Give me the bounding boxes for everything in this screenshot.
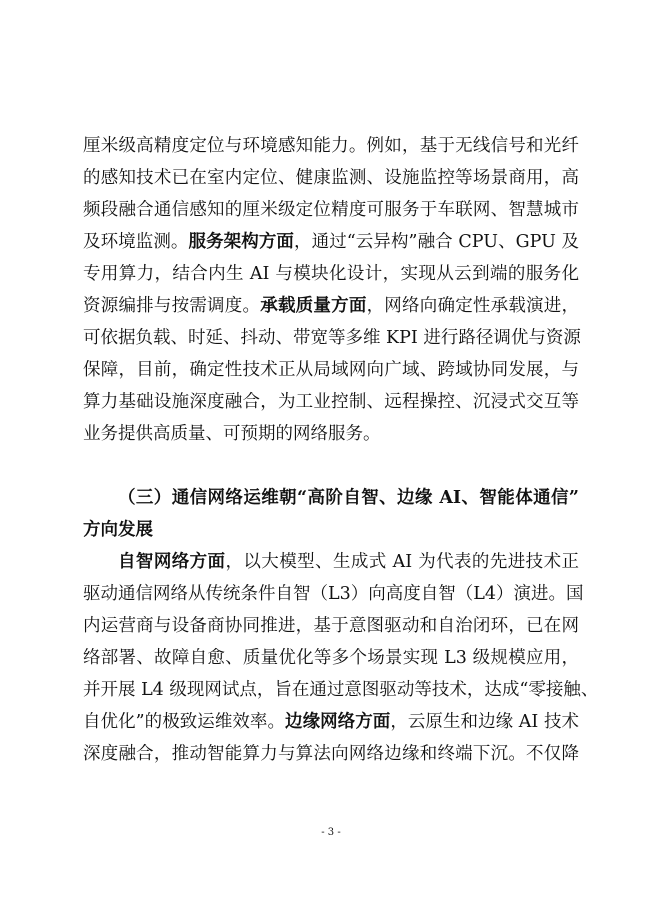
text-span: 可依据负载、时延、抖动、带宽等多维 KPI 进行路径调优与资源 — [83, 328, 581, 348]
text-span: 内运营商与设备商协同推进，基于意图驱动和自治闭环，已在网 — [83, 616, 579, 636]
paragraph-line — [83, 706, 579, 738]
text-span: 络部署、故障自愈、质量优化等多个场景实现 L3 级规模应用， — [83, 648, 579, 668]
paragraph-line — [83, 290, 579, 322]
bold-lead-term: 边缘网络方面 — [285, 712, 391, 732]
section-heading-continuation — [83, 514, 579, 546]
text-span: 及环境监测。 — [83, 232, 189, 252]
bold-lead-term: 承载质量方面 — [260, 296, 367, 316]
text-span: 保障，目前，确定性技术正从局域网向广域、跨域协同发展，与 — [83, 360, 579, 380]
paragraph-line — [83, 642, 579, 674]
page-number: - 3 - — [321, 827, 341, 838]
text-span: 频段融合通信感知的厘米级定位精度可服务于车联网、智慧城市 — [83, 200, 579, 220]
paragraph-line — [83, 354, 579, 386]
paragraph-line — [83, 578, 584, 610]
text-span: 驱动通信网络从传统条件自智（L3）向高度自智（L4）演进。国 — [83, 584, 584, 604]
paragraph-line — [83, 418, 579, 450]
text-span: 算力基础设施深度融合，为工业控制、远程操控、沉浸式交互等 — [83, 392, 579, 412]
paragraph-line — [83, 162, 579, 194]
paragraph-line — [83, 194, 579, 226]
paragraph-line — [83, 226, 579, 258]
text-span: 的感知技术已在室内定位、健康监测、设施监控等场景商用，高 — [83, 168, 579, 188]
text-span: 自优化”的极致运维效率。 — [83, 712, 286, 732]
text-span: ，网络向确定性承载演进， — [366, 296, 580, 316]
paragraph-line — [118, 546, 579, 578]
paragraph-line — [83, 738, 579, 770]
bold-lead-term: 自智网络方面 — [118, 552, 226, 572]
text-span: ，云原生和边缘 AI 技术 — [390, 712, 579, 732]
paragraph-line — [83, 610, 579, 642]
text-span: 业务提供高质量、可预期的网络服务。 — [83, 424, 381, 444]
text-span: ，以大模型、生成式 AI 为代表的先进技术正 — [225, 552, 579, 572]
text-span: 资源编排与按需调度。 — [83, 296, 261, 316]
heading-text: （三）通信网络运维朝“高阶自智、边缘 AI、智能体通信” — [118, 488, 579, 508]
paragraph-line — [83, 386, 579, 418]
text-span: ，通过“云异构”融合 CPU、GPU 及 — [294, 232, 580, 252]
text-span: 专用算力，结合内生 AI 与模块化设计，实现从云到端的服务化 — [83, 264, 579, 284]
paragraph-line — [83, 130, 579, 162]
text-span: 厘米级高精度定位与环境感知能力。例如，基于无线信号和光纤 — [83, 136, 579, 156]
bold-lead-term: 服务架构方面 — [188, 232, 295, 252]
heading-text: 方向发展 — [83, 520, 153, 540]
text-span: 并开展 L4 级现网试点，旨在通过意图驱动等技术，达成“零接触、 — [83, 680, 599, 700]
paragraph-line — [83, 674, 599, 706]
text-span: 深度融合，推动智能算力与算法向网络边缘和终端下沉。不仅降 — [83, 744, 579, 764]
paragraph-line — [83, 322, 579, 354]
section-heading — [118, 482, 579, 514]
paragraph-line — [83, 258, 579, 290]
